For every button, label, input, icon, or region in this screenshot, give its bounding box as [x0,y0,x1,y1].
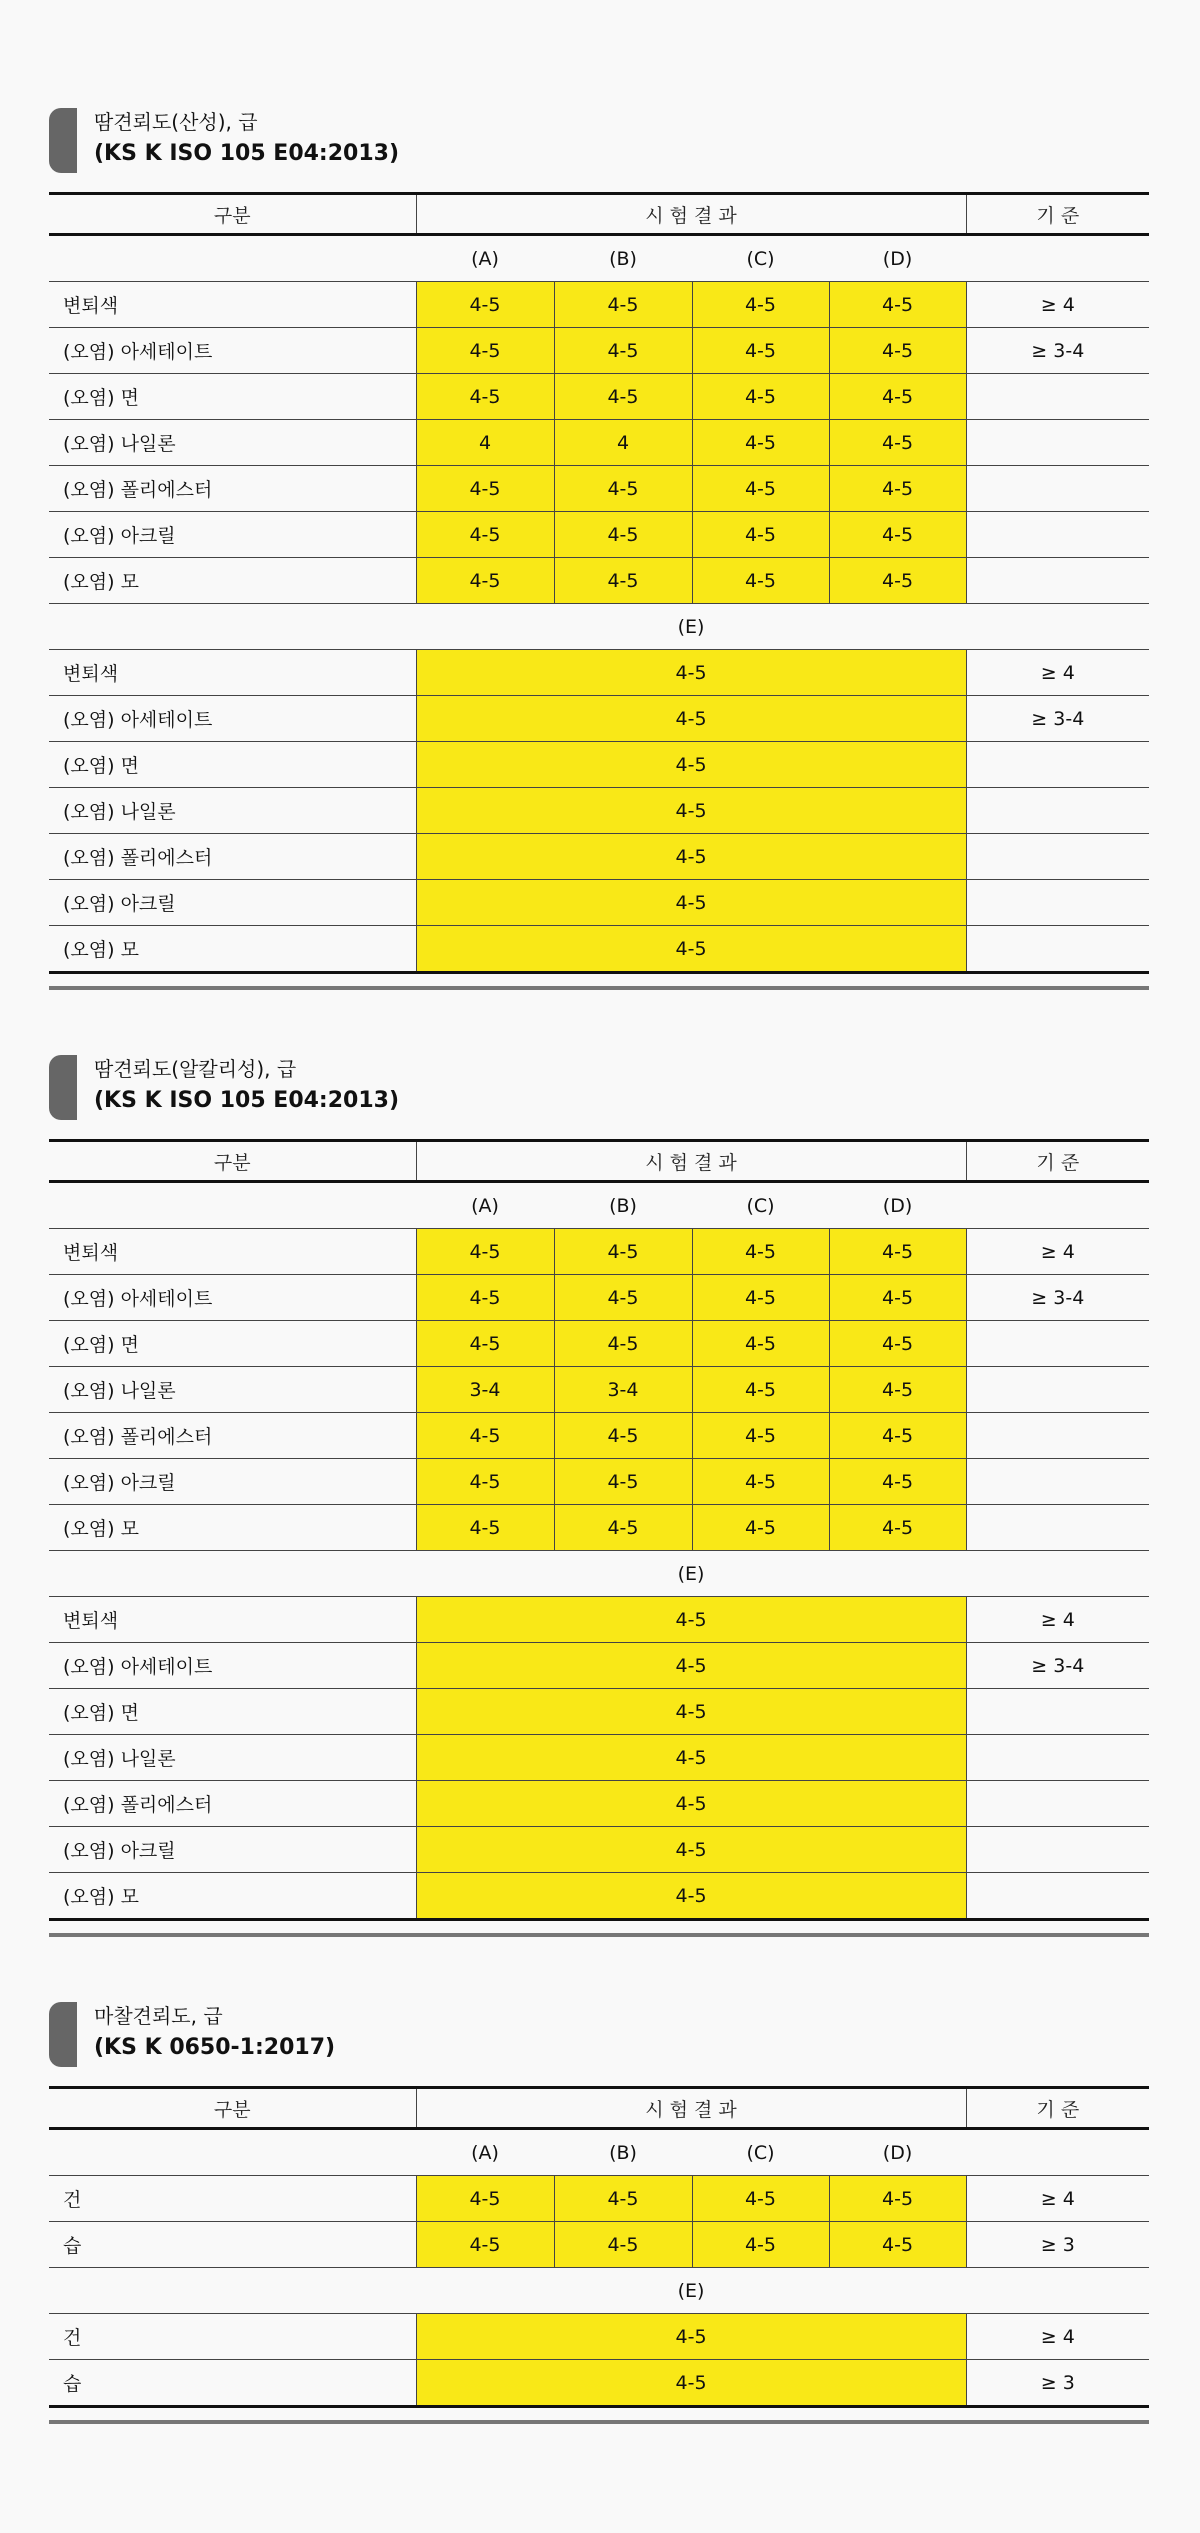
section-end-divider [49,986,1149,990]
value-b: 4-5 [554,328,692,374]
row-standard [966,1321,1149,1367]
row-standard: ≥ 4 [966,1229,1149,1275]
table-row [49,1459,1149,1505]
row-standard [966,1505,1149,1551]
value-b: 4-5 [554,374,692,420]
row-label: (오염) 폴리에스터 [49,466,416,512]
value-c: 4-5 [692,420,829,466]
row-standard [966,512,1149,558]
table-row [49,328,1149,374]
value-d: 4-5 [829,374,966,420]
value-e: 4-5 [416,1735,966,1781]
table-row [49,1321,1149,1367]
sub-header-e: (E) [416,604,966,650]
value-c: 4-5 [692,1321,829,1367]
row-label: (오염) 나일론 [49,788,416,834]
table-row [49,558,1149,604]
value-a: 4-5 [416,558,554,604]
section-header [49,2002,1149,2086]
row-standard: ≥ 4 [966,2176,1149,2222]
row-label: 변퇴색 [49,1229,416,1275]
row-standard: ≥ 3-4 [966,328,1149,374]
sub-header-a: (A) [416,2129,554,2176]
value-d: 4-5 [829,282,966,328]
row-standard [966,1413,1149,1459]
table-row [49,2176,1149,2222]
value-d: 4-5 [829,2222,966,2268]
table-row [49,926,1149,973]
value-d: 4-5 [829,466,966,512]
col-header-standard: 기 준 [966,2088,1149,2129]
row-label: (오염) 아크릴 [49,1459,416,1505]
value-d: 4-5 [829,1275,966,1321]
value-e: 4-5 [416,926,966,973]
table-row [49,1735,1149,1781]
table-row [49,1597,1149,1643]
value-d: 4-5 [829,328,966,374]
value-c: 4-5 [692,466,829,512]
value-e: 4-5 [416,1781,966,1827]
value-b: 4-5 [554,2222,692,2268]
row-label: (오염) 모 [49,558,416,604]
value-e: 4-5 [416,696,966,742]
section-end-divider [49,2420,1149,2424]
value-e: 4-5 [416,742,966,788]
sub-header-e: (E) [416,1551,966,1597]
section-acid-perspiration [49,108,1149,990]
section-standard-code: (KS K ISO 105 E04:2013) [94,141,400,166]
value-b: 4-5 [554,1321,692,1367]
row-label: (오염) 면 [49,1689,416,1735]
value-a: 4-5 [416,1229,554,1275]
section-title: 마찰견뢰도, 급 [94,2004,223,2028]
table-row [49,1275,1149,1321]
table-row [49,1367,1149,1413]
col-header-results: 시 험 결 과 [416,2088,966,2129]
row-standard [966,420,1149,466]
value-a: 4-5 [416,2176,554,2222]
table-header-row [49,2088,1149,2129]
table-row [49,650,1149,696]
row-label: 변퇴색 [49,282,416,328]
section-tab-marker [49,2002,77,2067]
row-standard [966,1689,1149,1735]
col-header-category: 구분 [49,194,416,235]
value-d: 4-5 [829,1413,966,1459]
sub-header-row [49,235,1149,282]
table-row [49,1781,1149,1827]
value-b: 4-5 [554,1229,692,1275]
value-c: 4-5 [692,374,829,420]
value-c: 4-5 [692,282,829,328]
row-standard: ≥ 3 [966,2360,1149,2407]
row-label: (오염) 아세테이트 [49,328,416,374]
section-end-divider [49,1933,1149,1937]
row-standard: ≥ 4 [966,2314,1149,2360]
row-label: (오염) 면 [49,374,416,420]
row-label: (오염) 아크릴 [49,880,416,926]
value-c: 4-5 [692,1413,829,1459]
value-e: 4-5 [416,2360,966,2407]
table-row [49,1643,1149,1689]
value-a: 4-5 [416,466,554,512]
sub-header-b: (B) [554,1182,692,1229]
row-standard [966,834,1149,880]
row-standard [966,374,1149,420]
row-standard [966,1781,1149,1827]
value-e: 4-5 [416,2314,966,2360]
row-label: (오염) 모 [49,1873,416,1920]
section-rubbing-fastness [49,2002,1149,2424]
value-c: 4-5 [692,2222,829,2268]
value-b: 3-4 [554,1367,692,1413]
table-header-row [49,1141,1149,1182]
table-header-row [49,194,1149,235]
section-tab-marker [49,108,77,173]
col-header-category: 구분 [49,2088,416,2129]
value-b: 4-5 [554,2176,692,2222]
table-row [49,1505,1149,1551]
sub-header-d: (D) [829,235,966,282]
row-label: 건 [49,2176,416,2222]
row-label: (오염) 아크릴 [49,512,416,558]
value-a: 4-5 [416,1413,554,1459]
row-label: 습 [49,2222,416,2268]
table-row [49,1413,1149,1459]
section-title: 땀견뢰도(알칼리성), 급 [94,1057,297,1081]
row-standard [966,926,1149,973]
value-a: 4-5 [416,282,554,328]
sub-header-c: (C) [692,2129,829,2176]
table-row [49,1229,1149,1275]
sub-header-a: (A) [416,1182,554,1229]
value-a: 4-5 [416,328,554,374]
value-d: 4-5 [829,1321,966,1367]
row-label: 변퇴색 [49,1597,416,1643]
section-header [49,1055,1149,1139]
row-label: (오염) 폴리에스터 [49,1413,416,1459]
value-c: 4-5 [692,1459,829,1505]
value-b: 4-5 [554,512,692,558]
value-a: 3-4 [416,1367,554,1413]
value-e: 4-5 [416,1689,966,1735]
row-standard [966,1459,1149,1505]
value-c: 4-5 [692,2176,829,2222]
value-c: 4-5 [692,328,829,374]
row-label: (오염) 면 [49,1321,416,1367]
value-c: 4-5 [692,1367,829,1413]
table-row [49,880,1149,926]
row-label: (오염) 나일론 [49,1367,416,1413]
row-label: (오염) 면 [49,742,416,788]
row-label: (오염) 폴리에스터 [49,1781,416,1827]
sub-header-e: (E) [416,2268,966,2314]
section-standard-code: (KS K 0650-1:2017) [94,2035,336,2060]
value-e: 4-5 [416,1873,966,1920]
value-a: 4-5 [416,512,554,558]
value-a: 4-5 [416,1321,554,1367]
col-header-category: 구분 [49,1141,416,1182]
row-standard [966,1735,1149,1781]
sub-header-e-row [49,604,1149,650]
table-row [49,466,1149,512]
section-header [49,108,1149,192]
table-row [49,2222,1149,2268]
table-row [49,696,1149,742]
row-label: 습 [49,2360,416,2407]
row-standard [966,558,1149,604]
table-row [49,834,1149,880]
row-label: (오염) 아세테이트 [49,696,416,742]
value-b: 4-5 [554,1413,692,1459]
value-e: 4-5 [416,880,966,926]
value-b: 4-5 [554,282,692,328]
row-standard: ≥ 4 [966,650,1149,696]
value-d: 4-5 [829,558,966,604]
value-a: 4-5 [416,1275,554,1321]
row-label: 변퇴색 [49,650,416,696]
row-label: 건 [49,2314,416,2360]
sub-header-b: (B) [554,235,692,282]
table-row [49,420,1149,466]
results-table [49,192,1149,974]
row-standard: ≥ 3-4 [966,696,1149,742]
section-title: 땀견뢰도(산성), 급 [94,110,258,134]
table-row [49,374,1149,420]
table-row [49,788,1149,834]
table-row [49,512,1149,558]
sub-header-b: (B) [554,2129,692,2176]
row-standard: ≥ 3 [966,2222,1149,2268]
value-c: 4-5 [692,1275,829,1321]
row-standard [966,466,1149,512]
row-standard [966,1827,1149,1873]
row-label: (오염) 나일론 [49,1735,416,1781]
value-a: 4-5 [416,1459,554,1505]
table-row [49,1873,1149,1920]
value-e: 4-5 [416,1643,966,1689]
value-c: 4-5 [692,1505,829,1551]
value-b: 4 [554,420,692,466]
value-d: 4-5 [829,1505,966,1551]
results-table [49,1139,1149,1921]
value-b: 4-5 [554,1275,692,1321]
sub-header-row [49,1182,1149,1229]
table-row [49,1827,1149,1873]
row-standard [966,1367,1149,1413]
value-b: 4-5 [554,466,692,512]
value-d: 4-5 [829,2176,966,2222]
row-label: (오염) 아세테이트 [49,1643,416,1689]
value-d: 4-5 [829,420,966,466]
value-b: 4-5 [554,558,692,604]
value-d: 4-5 [829,512,966,558]
value-c: 4-5 [692,558,829,604]
row-label: (오염) 나일론 [49,420,416,466]
row-standard [966,742,1149,788]
value-e: 4-5 [416,834,966,880]
value-e: 4-5 [416,1597,966,1643]
value-e: 4-5 [416,650,966,696]
sub-header-row [49,2129,1149,2176]
section-standard-code: (KS K ISO 105 E04:2013) [94,1088,400,1113]
col-header-results: 시 험 결 과 [416,1141,966,1182]
row-label: (오염) 아크릴 [49,1827,416,1873]
table-row [49,2360,1149,2407]
col-header-results: 시 험 결 과 [416,194,966,235]
row-label: (오염) 폴리에스터 [49,834,416,880]
section-tab-marker [49,1055,77,1120]
row-label: (오염) 모 [49,1505,416,1551]
sub-header-e-row [49,2268,1149,2314]
row-standard [966,1873,1149,1920]
row-standard: ≥ 3-4 [966,1275,1149,1321]
value-d: 4-5 [829,1459,966,1505]
sub-header-c: (C) [692,235,829,282]
table-row [49,282,1149,328]
results-table [49,2086,1149,2408]
table-row [49,742,1149,788]
row-label: (오염) 아세테이트 [49,1275,416,1321]
table-row [49,2314,1149,2360]
row-standard [966,788,1149,834]
value-e: 4-5 [416,788,966,834]
row-standard [966,880,1149,926]
value-c: 4-5 [692,1229,829,1275]
value-b: 4-5 [554,1505,692,1551]
sub-header-d: (D) [829,2129,966,2176]
sub-header-e-row [49,1551,1149,1597]
value-e: 4-5 [416,1827,966,1873]
col-header-standard: 기 준 [966,194,1149,235]
table-row [49,1689,1149,1735]
value-a: 4 [416,420,554,466]
sub-header-d: (D) [829,1182,966,1229]
value-a: 4-5 [416,2222,554,2268]
value-a: 4-5 [416,1505,554,1551]
value-d: 4-5 [829,1229,966,1275]
row-standard: ≥ 4 [966,1597,1149,1643]
value-b: 4-5 [554,1459,692,1505]
value-d: 4-5 [829,1367,966,1413]
sub-header-a: (A) [416,235,554,282]
row-standard: ≥ 3-4 [966,1643,1149,1689]
row-label: (오염) 모 [49,926,416,973]
section-alkaline-perspiration [49,1055,1149,1937]
value-a: 4-5 [416,374,554,420]
sub-header-c: (C) [692,1182,829,1229]
row-standard: ≥ 4 [966,282,1149,328]
value-c: 4-5 [692,512,829,558]
col-header-standard: 기 준 [966,1141,1149,1182]
